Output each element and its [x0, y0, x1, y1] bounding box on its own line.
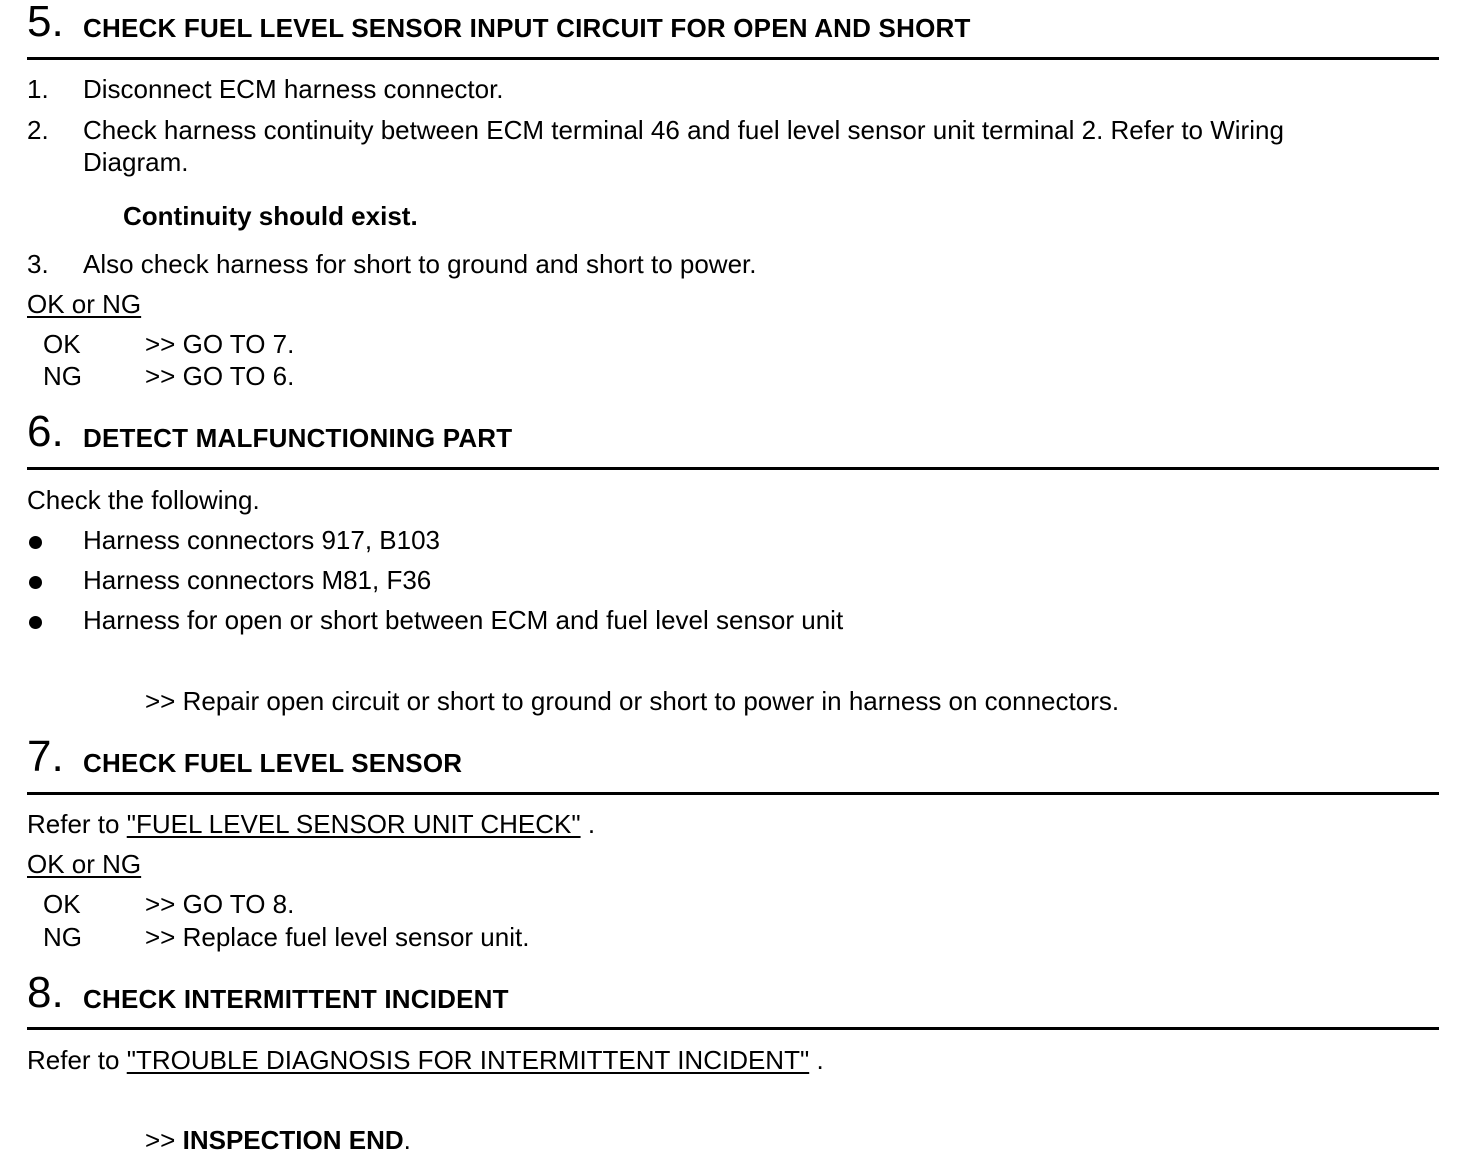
- fuel-level-sensor-unit-check-link[interactable]: "FUEL LEVEL SENSOR UNIT CHECK": [126, 809, 581, 839]
- step-5-item-1-text: Disconnect ECM harness connector.: [83, 74, 504, 104]
- step-5-item-2-number: 2.: [27, 115, 49, 145]
- step-7-ng-action: >> Replace fuel level sensor unit.: [145, 922, 530, 952]
- bullet-icon: [29, 576, 42, 589]
- step-7-refer-suffix: .: [587, 809, 596, 839]
- step-5-result-label: OK or NG: [27, 289, 142, 319]
- bullet-icon: [29, 536, 42, 549]
- step-7-ok-action: >> GO TO 8.: [145, 889, 295, 919]
- step-8-end: [145, 1124, 411, 1156]
- step-7-title: CHECK FUEL LEVEL SENSOR: [83, 748, 463, 778]
- trouble-diagnosis-intermittent-incident-link[interactable]: "TROUBLE DIAGNOSIS FOR INTERMITTENT INCIDENT": [126, 1045, 810, 1075]
- step-6-bullet-3: Harness for open or short between ECM and fuel level sensor unit: [83, 605, 844, 635]
- step-8-refer-prefix: Refer to: [27, 1045, 120, 1075]
- step-5-ok-action: >> GO TO 7.: [145, 329, 295, 359]
- step-7-ng-status: NG: [43, 922, 82, 952]
- step-5-ng-action: >> GO TO 6.: [145, 361, 295, 391]
- step-7-result-label: OK or NG: [27, 849, 142, 879]
- step-5-spec: Continuity should exist.: [123, 201, 418, 231]
- step-8-divider: [27, 1027, 1439, 1030]
- step-6-intro: Check the following.: [27, 485, 260, 515]
- step-7-number: 7.: [27, 732, 64, 781]
- bullet-icon: [29, 616, 42, 629]
- step-8-title: CHECK INTERMITTENT INCIDENT: [83, 984, 509, 1014]
- step-7-ok-status: OK: [43, 889, 81, 919]
- step-5-item-2-text-line-2: Diagram.: [83, 147, 189, 177]
- step-6-title: DETECT MALFUNCTIONING PART: [83, 423, 513, 453]
- step-5-number: 5.: [27, 0, 64, 46]
- step-5-item-3-text: Also check harness for short to ground and short to power.: [83, 249, 757, 279]
- step-5-divider: [27, 57, 1439, 60]
- step-6-bullet-1: Harness connectors 917, B103: [83, 525, 440, 555]
- step-7-reference: [27, 808, 595, 840]
- step-5-item-2-text-line-1: Check harness continuity between ECM terminal 46 and fuel level sensor unit terminal 2. Refer to Wiring: [83, 115, 1284, 145]
- step-5-item-3-number: 3.: [27, 249, 49, 279]
- step-7-divider: [27, 792, 1439, 795]
- step-5-ok-status: OK: [43, 329, 81, 359]
- step-8-end-suffix: .: [403, 1125, 411, 1155]
- step-7-refer-prefix: Refer to: [27, 809, 120, 839]
- step-6-divider: [27, 467, 1439, 470]
- step-8-refer-suffix: .: [816, 1045, 824, 1075]
- step-6-action: >> Repair open circuit or short to ground or short to power in harness on connectors.: [145, 686, 1120, 716]
- step-5-title: CHECK FUEL LEVEL SENSOR INPUT CIRCUIT FOR OPEN AND SHORT: [83, 13, 971, 43]
- step-8-number: 8.: [27, 968, 64, 1017]
- step-5-ng-status: NG: [43, 361, 82, 391]
- step-8-end-prefix: >>: [145, 1125, 176, 1155]
- step-8-reference: [27, 1044, 824, 1076]
- step-5-item-1-number: 1.: [27, 74, 49, 104]
- step-6-bullet-2: Harness connectors M81, F36: [83, 565, 432, 595]
- step-6-number: 6.: [27, 407, 64, 456]
- inspection-end-label: INSPECTION END: [182, 1125, 404, 1155]
